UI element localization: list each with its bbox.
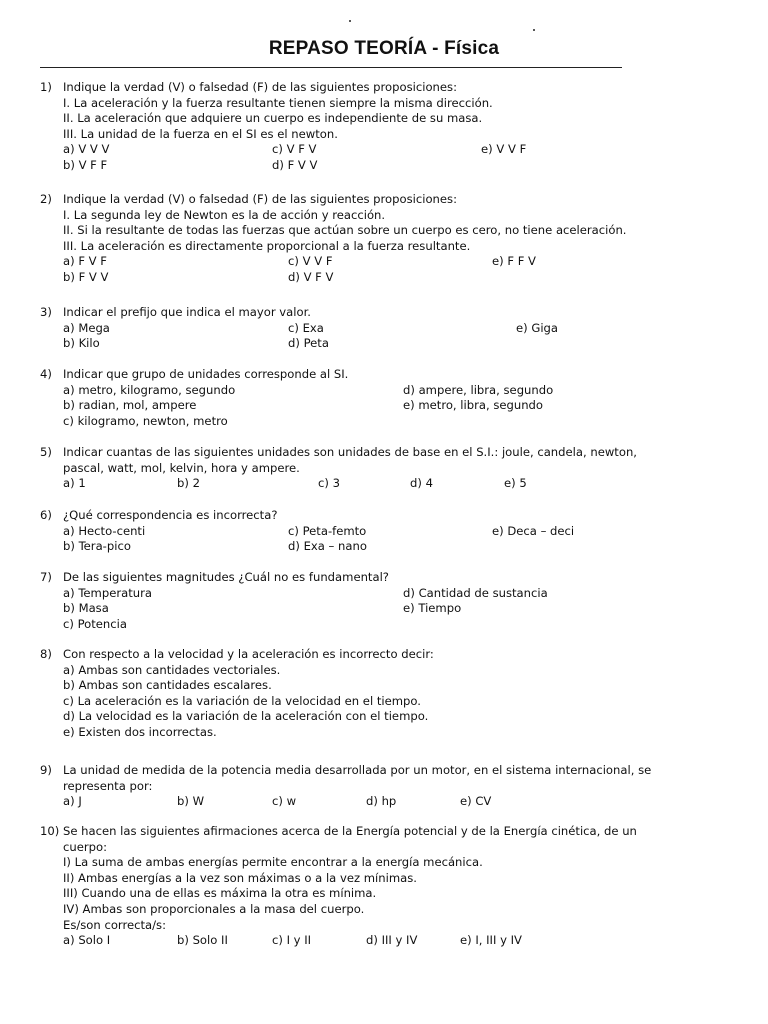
option-b: b) Kilo	[63, 336, 100, 351]
scan-speck	[349, 20, 351, 22]
option-e: e) metro, libra, segundo	[403, 398, 544, 413]
option-e: e) I, III y IV	[460, 933, 522, 948]
question-number: 1)	[40, 80, 52, 94]
question-number: 9)	[40, 763, 52, 777]
question-10	[40, 824, 680, 949]
option-c: c) 3	[318, 476, 340, 491]
statement: II) Ambas energías a la vez son máximas o a la vez mínimas.	[63, 870, 417, 885]
question-number: 3)	[40, 305, 52, 319]
option-e: e) Deca – deci	[492, 523, 575, 538]
question-2	[40, 192, 680, 286]
option-d: d) Peta	[288, 336, 329, 351]
option-d: d) F V V	[272, 157, 318, 172]
statement: II. Si la resultante de todas las fuerzas que actúan sobre un cuerpo es cero, no tiene aceleración.	[63, 223, 627, 238]
question-stem: Indicar que grupo de unidades corresponde al SI.	[63, 367, 349, 381]
question-number: 6)	[40, 508, 52, 522]
option-e: e) Tiempo	[403, 601, 462, 616]
option-a: a) V V V	[63, 142, 110, 157]
option-a: a) Mega	[63, 320, 110, 335]
statement: II. La aceleración que adquiere un cuerpo es independiente de su masa.	[63, 111, 483, 126]
statement: I) La suma de ambas energías permite encontrar a la energía mecánica.	[63, 855, 483, 870]
option-c: c) Exa	[288, 320, 324, 335]
option-b: b) F V V	[63, 269, 109, 284]
statement: IV) Ambas son proporcionales a la masa del cuerpo.	[63, 901, 365, 916]
option-b: b) W	[177, 794, 205, 809]
question-8	[40, 647, 680, 741]
option-a: a) Temperatura	[63, 585, 152, 600]
question-stem: La unidad de medida de la potencia media desarrollada por un motor, en el sistema internacional, se	[63, 763, 652, 777]
question-stem: cuerpo:	[63, 839, 107, 854]
option-d: d) Exa – nano	[288, 539, 367, 554]
question-3	[40, 305, 680, 352]
page-title: REPASO TEORÍA - Física	[268, 38, 500, 59]
option-b: b) V F F	[63, 157, 108, 172]
question-number: 7)	[40, 570, 52, 584]
question-stem: representa por:	[63, 778, 153, 793]
option-d: d) 4	[410, 476, 433, 491]
option-d: d) Cantidad de sustancia	[403, 585, 548, 600]
question-stem: Indique la verdad (V) o falsedad (F) de las siguientes proposiciones:	[63, 192, 457, 206]
option-c: c) kilogramo, newton, metro	[63, 413, 228, 428]
option-e: e) Existen dos incorrectas.	[63, 724, 217, 739]
option-d: d) La velocidad es la variación de la aceleración con el tiempo.	[63, 709, 429, 724]
question-stem: pascal, watt, mol, kelvin, hora y ampere.	[63, 460, 300, 475]
question-9	[40, 763, 680, 810]
option-d: d) V F V	[288, 269, 334, 284]
option-b: b) radian, mol, ampere	[63, 398, 197, 413]
question-6	[40, 508, 680, 555]
option-a: a) F V F	[63, 254, 107, 269]
option-a: a) metro, kilogramo, segundo	[63, 382, 236, 397]
question-stem: Con respecto a la velocidad y la aceleración es incorrecto decir:	[63, 647, 434, 661]
question-stem: Indicar el prefijo que indica el mayor valor.	[63, 305, 311, 319]
question-number: 10)	[40, 824, 60, 838]
option-a: a) Hecto-centi	[63, 523, 146, 538]
question-stem: ¿Qué correspondencia es incorrecta?	[63, 508, 278, 522]
option-d: d) hp	[366, 794, 397, 809]
statement: Es/son correcta/s:	[63, 917, 166, 932]
option-e: e) Giga	[516, 320, 559, 335]
question-1	[40, 80, 680, 174]
question-number: 5)	[40, 445, 52, 459]
statement: III) Cuando una de ellas es máxima la otra es mínima.	[63, 886, 377, 901]
statement: III. La unidad de la fuerza en el SI es el newton.	[63, 126, 338, 141]
option-a: a) 1	[63, 476, 86, 491]
question-4	[40, 367, 680, 429]
option-c: c) Peta-femto	[288, 523, 367, 538]
option-b: b) Ambas son cantidades escalares.	[63, 678, 272, 693]
option-a: a) Solo I	[63, 933, 111, 948]
option-b: b) 2	[177, 476, 200, 491]
option-a: a) Ambas son cantidades vectoriales.	[63, 662, 281, 677]
option-e: e) 5	[504, 476, 527, 491]
option-e: e) V V F	[481, 142, 527, 157]
question-number: 2)	[40, 192, 52, 206]
question-stem: De las siguientes magnitudes ¿Cuál no es fundamental?	[63, 570, 389, 584]
option-e: e) F F V	[492, 254, 536, 269]
scan-speck	[533, 29, 535, 31]
option-b: b) Masa	[63, 601, 109, 616]
question-5	[40, 445, 680, 492]
option-d: d) III y IV	[366, 933, 418, 948]
question-stem: Indique la verdad (V) o falsedad (F) de las siguientes proposiciones:	[63, 80, 457, 94]
option-c: c) V V F	[288, 254, 333, 269]
option-c: c) V F V	[272, 142, 317, 157]
option-d: d) ampere, libra, segundo	[403, 382, 554, 397]
question-stem: Indicar cuantas de las siguientes unidades son unidades de base en el S.I.: joule, candela, newton,	[63, 445, 637, 459]
statement: III. La aceleración es directamente proporcional a la fuerza resultante.	[63, 238, 471, 253]
option-b: b) Solo II	[177, 933, 228, 948]
title-underline	[40, 67, 622, 68]
statement: I. La segunda ley de Newton es la de acción y reacción.	[63, 207, 386, 222]
option-b: b) Tera-pico	[63, 539, 131, 554]
statement: I. La aceleración y la fuerza resultante tienen siempre la misma dirección.	[63, 95, 493, 110]
question-number: 8)	[40, 647, 52, 661]
option-a: a) J	[63, 794, 82, 809]
question-7	[40, 570, 680, 632]
option-c: c) Potencia	[63, 616, 127, 631]
option-c: c) w	[272, 794, 297, 809]
option-c: c) La aceleración es la variación de la velocidad en el tiempo.	[63, 693, 421, 708]
option-c: c) I y II	[272, 933, 312, 948]
question-stem: Se hacen las siguientes afirmaciones acerca de la Energía potencial y de la Energía cinética, de un	[63, 824, 637, 838]
question-number: 4)	[40, 367, 52, 381]
option-e: e) CV	[460, 794, 492, 809]
